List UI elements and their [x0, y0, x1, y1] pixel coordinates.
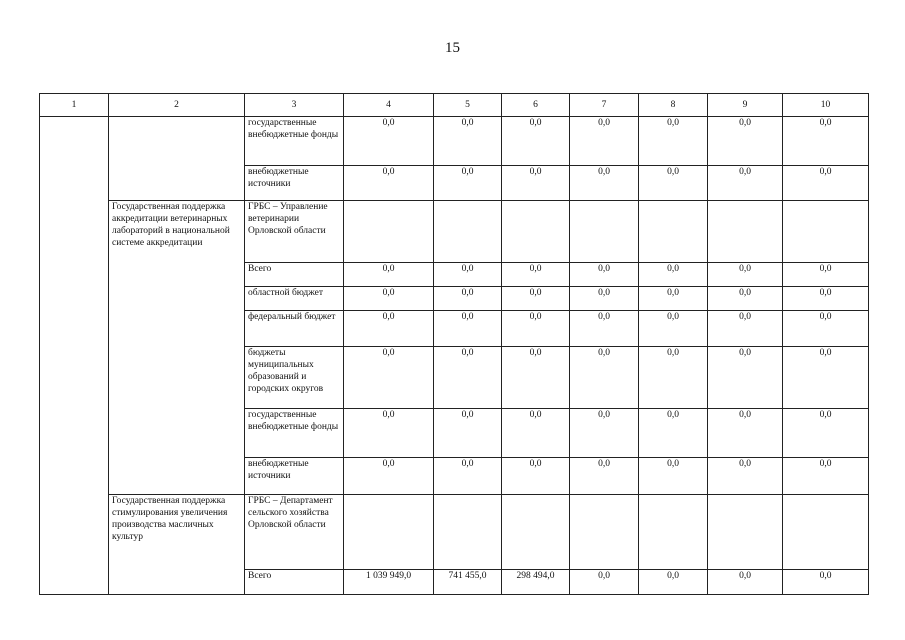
program-cell	[109, 117, 245, 201]
value-cell: 0,0	[570, 346, 639, 408]
value-cell: 0,0	[783, 310, 869, 346]
empty-cell	[502, 201, 570, 262]
value-cell: 0,0	[570, 117, 639, 166]
value-cell: 0,0	[639, 117, 708, 166]
value-cell: 0,0	[783, 569, 869, 594]
value-cell: 0,0	[344, 262, 434, 286]
value-cell: 0,0	[783, 166, 869, 201]
empty-cell	[783, 201, 869, 262]
funding-source: государственные внебюджетные фонды	[245, 117, 344, 166]
page-number: 15	[445, 40, 460, 56]
table-row	[40, 494, 869, 569]
value-cell: 0,0	[344, 166, 434, 201]
value-cell: 0,0	[344, 458, 434, 494]
funding-source: внебюджетные источники	[245, 166, 344, 201]
column-header: 10	[783, 94, 869, 117]
value-cell: 0,0	[502, 286, 570, 310]
value-cell: 0,0	[708, 409, 783, 458]
empty-cell	[434, 201, 502, 262]
value-cell: 0,0	[344, 346, 434, 408]
column-header: 7	[570, 94, 639, 117]
value-cell: 0,0	[570, 569, 639, 594]
funding-source: бюджеты муниципальных образований и городских округов	[245, 346, 344, 408]
program-title: Государственная поддержка стимулирования увеличения производства масличных культур	[109, 494, 245, 594]
value-cell: 0,0	[570, 458, 639, 494]
table-row	[40, 201, 869, 262]
column-header: 1	[40, 94, 109, 117]
empty-cell	[434, 494, 502, 569]
column-header: 9	[708, 94, 783, 117]
value-cell: 0,0	[434, 286, 502, 310]
value-cell: 0,0	[434, 166, 502, 201]
empty-cell	[570, 201, 639, 262]
empty-cell	[639, 201, 708, 262]
value-cell: 298 494,0	[502, 569, 570, 594]
empty-cell	[708, 201, 783, 262]
empty-cell	[502, 494, 570, 569]
value-cell: 0,0	[783, 458, 869, 494]
funding-source: государственные внебюджетные фонды	[245, 409, 344, 458]
value-cell: 0,0	[434, 346, 502, 408]
value-cell: 0,0	[783, 409, 869, 458]
value-cell: 0,0	[570, 262, 639, 286]
column-header: 6	[502, 94, 570, 117]
value-cell: 1 039 949,0	[344, 569, 434, 594]
value-cell: 0,0	[639, 166, 708, 201]
empty-cell	[570, 494, 639, 569]
column-header: 2	[109, 94, 245, 117]
value-cell: 741 455,0	[434, 569, 502, 594]
value-cell: 0,0	[639, 262, 708, 286]
value-cell: 0,0	[434, 262, 502, 286]
column-header: 4	[344, 94, 434, 117]
value-cell: 0,0	[570, 286, 639, 310]
funding-source: федеральный бюджет	[245, 310, 344, 346]
program-title: Государственная поддержка аккредитации ветеринарных лабораторий в национальной системе аккредитации	[109, 201, 245, 494]
column-header: 8	[639, 94, 708, 117]
value-cell: 0,0	[344, 310, 434, 346]
row-number-cell	[40, 117, 109, 595]
value-cell: 0,0	[783, 262, 869, 286]
value-cell: 0,0	[708, 458, 783, 494]
grbs-cell: ГРБС – Департамент сельского хозяйства Орловской области	[245, 494, 344, 569]
value-cell: 0,0	[708, 569, 783, 594]
header-row	[40, 94, 869, 117]
value-cell: 0,0	[708, 286, 783, 310]
empty-cell	[783, 494, 869, 569]
value-cell: 0,0	[708, 262, 783, 286]
value-cell: 0,0	[639, 286, 708, 310]
empty-cell	[344, 494, 434, 569]
value-cell: 0,0	[639, 346, 708, 408]
value-cell: 0,0	[344, 117, 434, 166]
funding-source: Всего	[245, 569, 344, 594]
value-cell: 0,0	[344, 409, 434, 458]
value-cell: 0,0	[434, 117, 502, 166]
value-cell: 0,0	[708, 117, 783, 166]
value-cell: 0,0	[502, 310, 570, 346]
funding-source: Всего	[245, 262, 344, 286]
value-cell: 0,0	[639, 310, 708, 346]
value-cell: 0,0	[783, 117, 869, 166]
value-cell: 0,0	[502, 166, 570, 201]
table-row	[40, 117, 869, 166]
empty-cell	[639, 494, 708, 569]
value-cell: 0,0	[502, 262, 570, 286]
value-cell: 0,0	[570, 310, 639, 346]
grbs-cell: ГРБС – Управление ветеринарии Орловской области	[245, 201, 344, 262]
value-cell: 0,0	[708, 346, 783, 408]
value-cell: 0,0	[570, 409, 639, 458]
budget-table	[39, 93, 869, 595]
value-cell: 0,0	[434, 458, 502, 494]
column-header: 5	[434, 94, 502, 117]
value-cell: 0,0	[570, 166, 639, 201]
value-cell: 0,0	[434, 310, 502, 346]
value-cell: 0,0	[502, 409, 570, 458]
value-cell: 0,0	[434, 409, 502, 458]
value-cell: 0,0	[708, 310, 783, 346]
funding-source: областной бюджет	[245, 286, 344, 310]
value-cell: 0,0	[783, 346, 869, 408]
value-cell: 0,0	[639, 458, 708, 494]
value-cell: 0,0	[502, 117, 570, 166]
value-cell: 0,0	[639, 409, 708, 458]
column-header: 3	[245, 94, 344, 117]
funding-source: внебюджетные источники	[245, 458, 344, 494]
empty-cell	[708, 494, 783, 569]
value-cell: 0,0	[708, 166, 783, 201]
value-cell: 0,0	[344, 286, 434, 310]
value-cell: 0,0	[783, 286, 869, 310]
value-cell: 0,0	[639, 569, 708, 594]
empty-cell	[344, 201, 434, 262]
value-cell: 0,0	[502, 458, 570, 494]
value-cell: 0,0	[502, 346, 570, 408]
